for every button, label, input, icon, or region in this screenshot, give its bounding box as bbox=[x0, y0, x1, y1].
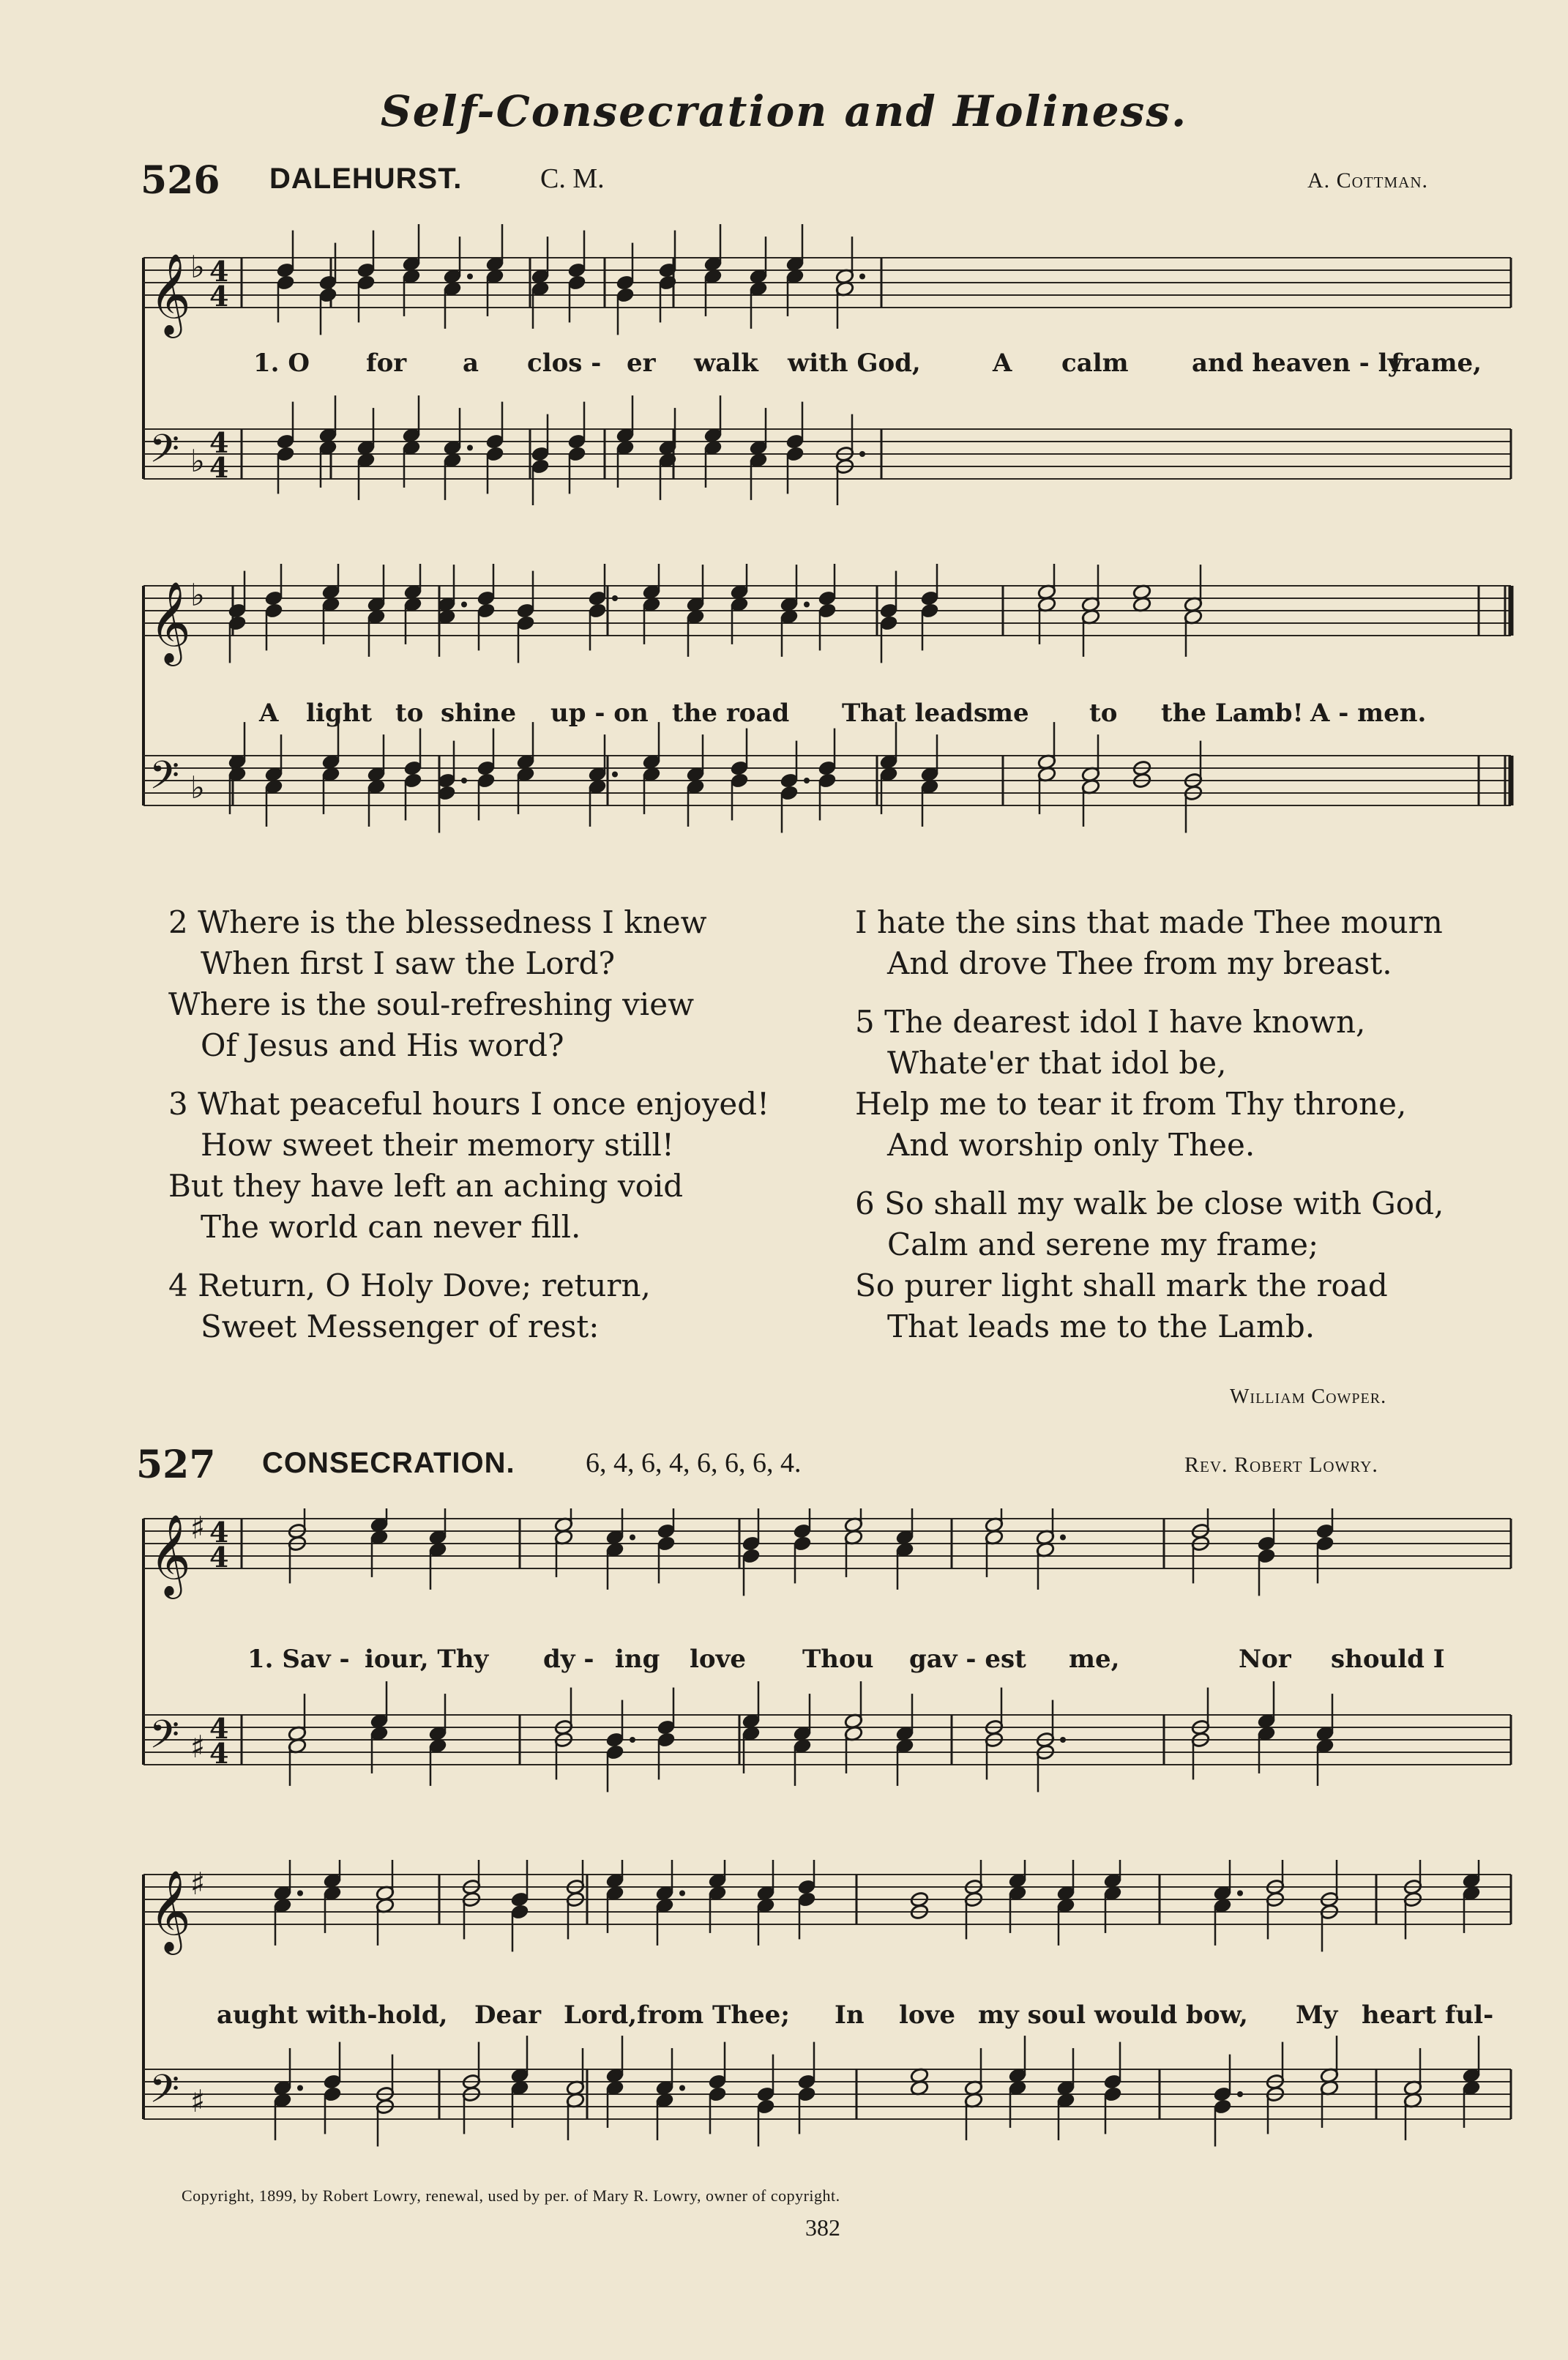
time-signature: 4 bbox=[209, 1516, 229, 1549]
verse-line: And drove Thee from my breast. bbox=[887, 945, 1392, 981]
verse-line: Help me to tear it from Thy throne, bbox=[855, 1086, 1407, 1122]
lyric-syllable: heart ful- bbox=[1362, 2000, 1494, 2030]
verse-text: What peaceful hours I once enjoyed! bbox=[187, 1086, 770, 1122]
lyric-syllable: from Thee; bbox=[637, 2000, 790, 2030]
lyric-syllable: In bbox=[835, 2000, 865, 2030]
augmentation-dot bbox=[467, 445, 473, 451]
verse-line bbox=[168, 1084, 769, 1125]
bass-clef-icon: 𝄢 bbox=[149, 2067, 180, 2121]
augmentation-dot bbox=[804, 778, 810, 783]
lyric-syllable: iour, Thy bbox=[365, 1645, 489, 1674]
verse-line: Where is the soul-refreshing view bbox=[168, 986, 695, 1022]
verse-text: So shall my walk be close with God, bbox=[874, 1185, 1444, 1221]
lyric-syllable: should I bbox=[1331, 1645, 1445, 1674]
augmentation-dot bbox=[297, 2085, 303, 2091]
lyric-syllable: My bbox=[1296, 2000, 1338, 2030]
hymn-526-verses-right bbox=[855, 902, 1444, 1365]
hymn-526-meter: C. M. bbox=[540, 163, 605, 194]
lyric-syllable: ing bbox=[615, 1645, 660, 1674]
verse-line bbox=[855, 1002, 1444, 1043]
lyric-syllable: to bbox=[1089, 699, 1118, 728]
lyric-syllable: clos - bbox=[527, 349, 602, 378]
lyric-syllable: my soul would bow, bbox=[978, 2000, 1248, 2030]
lyric-syllable: love bbox=[899, 2000, 955, 2030]
verse-block bbox=[855, 902, 1444, 984]
time-signature: 4 bbox=[209, 1712, 229, 1745]
lyric-syllable: 1. O bbox=[253, 349, 310, 378]
lyric-syllable: walk bbox=[694, 349, 758, 378]
lyric-syllable: gav - est bbox=[909, 1645, 1026, 1674]
lyric-syllable: A bbox=[993, 349, 1012, 378]
augmentation-dot bbox=[1060, 1535, 1066, 1541]
time-signature: 4 bbox=[209, 255, 229, 288]
bass-clef-icon: 𝄢 bbox=[149, 1713, 180, 1767]
lyric-syllable: me bbox=[987, 699, 1029, 728]
verse-block bbox=[168, 1265, 769, 1347]
lyric-syllable: shine bbox=[441, 699, 517, 728]
sharp-icon: ♯ bbox=[190, 1510, 206, 1546]
treble-clef-icon: 𝄞 bbox=[149, 1869, 191, 1951]
lyric-syllable: Dear bbox=[474, 2000, 542, 2030]
augmentation-dot bbox=[859, 274, 865, 280]
augmentation-dot bbox=[297, 1891, 303, 1896]
lyric-syllable: the Lamb! bbox=[1161, 699, 1304, 728]
lyric-syllable: Nor bbox=[1239, 1645, 1291, 1674]
hymn-526-number: 526 bbox=[141, 158, 220, 203]
lyric-syllable: That leads bbox=[842, 699, 988, 728]
verse-line: Whate'er that idol be, bbox=[887, 1045, 1227, 1081]
lyric-syllable: calm bbox=[1061, 349, 1129, 378]
augmentation-dot bbox=[467, 274, 473, 280]
hymn-527-tune: CONSECRATION. bbox=[262, 1447, 515, 1479]
verse-line: That leads me to the Lamb. bbox=[887, 1309, 1315, 1344]
augmentation-dot bbox=[630, 1535, 635, 1541]
verse-block bbox=[855, 1183, 1444, 1347]
hymn-527-composer: Rev. Robert Lowry. bbox=[1184, 1453, 1378, 1477]
lyric-syllable: for bbox=[366, 349, 407, 378]
lyric-syllable: er bbox=[627, 349, 656, 378]
section-title: Self-Consecration and Holiness. bbox=[380, 86, 1188, 136]
verse-line bbox=[168, 902, 769, 943]
time-signature: 4 bbox=[209, 1737, 229, 1770]
hymn-526-author: William Cowper. bbox=[1230, 1385, 1387, 1408]
lyric-syllable: Thou bbox=[802, 1645, 874, 1674]
augmentation-dot bbox=[679, 1891, 685, 1896]
lyric-syllable: love bbox=[690, 1645, 746, 1674]
page-number: 382 bbox=[805, 2214, 840, 2241]
hymn-527-meter: 6, 4, 6, 4, 6, 6, 6, 4. bbox=[586, 1448, 802, 1478]
lyric-syllable: a bbox=[463, 349, 479, 378]
bass-clef-icon: 𝄢 bbox=[149, 427, 180, 481]
hymn-526-composer: A. Cottman. bbox=[1307, 168, 1428, 193]
sharp-icon: ♯ bbox=[190, 1728, 206, 1765]
verse-line: The world can never fill. bbox=[201, 1209, 581, 1245]
flat-icon: ♭ bbox=[190, 249, 205, 286]
verse-block bbox=[168, 902, 769, 1066]
copyright-notice: Copyright, 1899, by Robert Lowry, renewal, used by per. of Mary R. Lowry, owner of copyright. bbox=[182, 2186, 840, 2205]
augmentation-dot bbox=[630, 1737, 635, 1743]
augmentation-dot bbox=[461, 778, 467, 783]
augmentation-dot bbox=[612, 772, 618, 778]
lyric-syllable: frame, bbox=[1391, 349, 1482, 378]
augmentation-dot bbox=[461, 602, 467, 608]
hymn-526-lyrics-line-1 bbox=[0, 349, 1568, 381]
lyric-syllable: dy - bbox=[543, 1645, 594, 1674]
augmentation-dot bbox=[859, 451, 865, 457]
lyric-syllable: A bbox=[259, 699, 279, 728]
verse-line bbox=[855, 1183, 1444, 1224]
lyric-syllable: 1. Sav - bbox=[247, 1645, 350, 1674]
time-signature: 4 bbox=[209, 1541, 229, 1574]
augmentation-dot bbox=[1237, 2091, 1243, 2097]
hymn-527-lyrics-line-1 bbox=[0, 1645, 1568, 1677]
verse-number: 6 bbox=[855, 1185, 875, 1221]
verse-line: But they have left an aching void bbox=[168, 1168, 684, 1204]
augmentation-dot bbox=[679, 2085, 685, 2091]
verse-number: 3 bbox=[168, 1086, 188, 1122]
flat-icon: ♭ bbox=[190, 442, 205, 479]
lyric-syllable: the road bbox=[672, 699, 790, 728]
verse-line: Calm and serene my frame; bbox=[887, 1226, 1319, 1262]
augmentation-dot bbox=[804, 602, 810, 608]
flat-icon: ♭ bbox=[190, 577, 205, 614]
verse-line: Sweet Messenger of rest: bbox=[201, 1309, 600, 1344]
sharp-icon: ♯ bbox=[190, 2082, 206, 2119]
lyric-syllable: aught with-hold, bbox=[217, 2000, 448, 2030]
verse-line: So purer light shall mark the road bbox=[855, 1268, 1388, 1303]
verse-number: 2 bbox=[168, 904, 188, 940]
time-signature: 4 bbox=[209, 426, 229, 459]
verse-block bbox=[855, 1002, 1444, 1166]
hymn-526-verses-left bbox=[168, 902, 769, 1365]
treble-clef-icon: 𝄞 bbox=[149, 253, 191, 335]
verse-line: How sweet their memory still! bbox=[201, 1127, 674, 1163]
lyric-syllable: Lord, bbox=[564, 2000, 638, 2030]
verse-line: I hate the sins that made Thee mourn bbox=[855, 904, 1443, 940]
treble-clef-icon: 𝄞 bbox=[149, 581, 191, 663]
verse-line: Of Jesus and His word? bbox=[201, 1027, 564, 1063]
lyric-syllable: with God, bbox=[788, 349, 921, 378]
verse-number: 5 bbox=[855, 1004, 875, 1040]
verse-text: The dearest idol I have known, bbox=[874, 1004, 1366, 1040]
bass-clef-icon: 𝄢 bbox=[149, 753, 180, 808]
verse-number: 4 bbox=[168, 1268, 188, 1303]
verse-block bbox=[168, 1084, 769, 1248]
lyric-syllable: me, bbox=[1069, 1645, 1120, 1674]
treble-clef-icon: 𝄞 bbox=[149, 1514, 191, 1596]
sharp-icon: ♯ bbox=[190, 1866, 206, 1902]
verse-line bbox=[168, 1265, 769, 1306]
verse-text: Where is the blessedness I knew bbox=[187, 904, 707, 940]
time-signature: 4 bbox=[209, 451, 229, 484]
lyric-syllable: light bbox=[306, 699, 373, 728]
time-signature: 4 bbox=[209, 280, 229, 313]
verse-text: Return, O Holy Dove; return, bbox=[187, 1268, 651, 1303]
verse-line: And worship only Thee. bbox=[887, 1127, 1255, 1163]
lyric-syllable: A - men. bbox=[1310, 699, 1427, 728]
augmentation-dot bbox=[1060, 1737, 1066, 1743]
flat-icon: ♭ bbox=[190, 769, 205, 805]
lyric-syllable: to bbox=[395, 699, 424, 728]
verse-line: When first I saw the Lord? bbox=[201, 945, 615, 981]
lyric-syllable: and heaven - ly bbox=[1192, 349, 1403, 378]
hymn-527-lyrics-line-2 bbox=[0, 2000, 1568, 2033]
hymn-526-lyrics-line-2 bbox=[0, 699, 1568, 731]
lyric-syllable: up - on bbox=[550, 699, 649, 728]
augmentation-dot bbox=[612, 595, 618, 601]
hymn-526-tune: DALEHURST. bbox=[269, 163, 463, 195]
augmentation-dot bbox=[1237, 1891, 1243, 1896]
hymn-527-number: 527 bbox=[136, 1443, 216, 1487]
